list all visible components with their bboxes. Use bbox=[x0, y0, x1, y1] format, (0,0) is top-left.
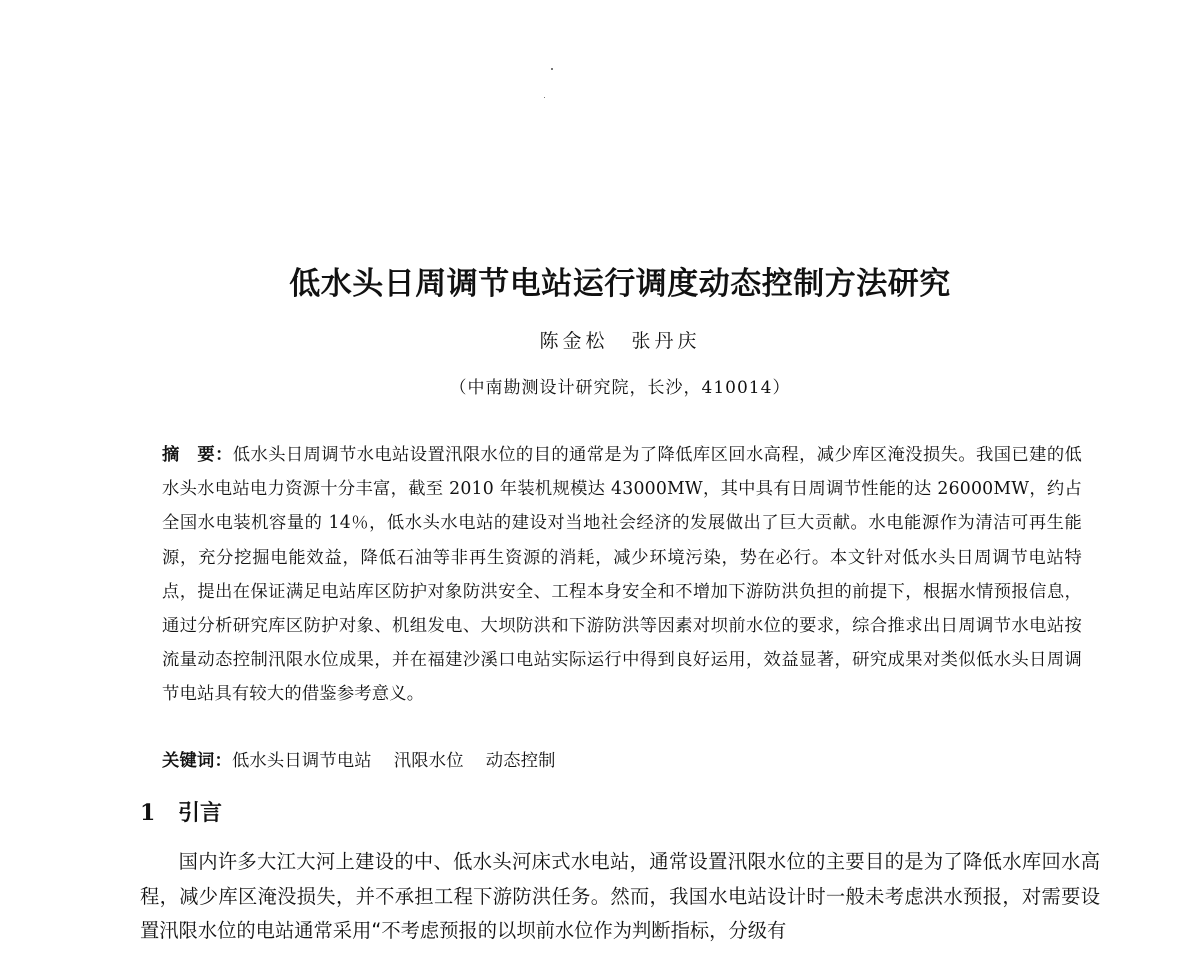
keyword-item: 低水头日调节电站 bbox=[231, 751, 372, 771]
keywords bbox=[162, 746, 1082, 776]
keyword-item: 动态控制 bbox=[485, 751, 556, 771]
section-title: 引言 bbox=[178, 800, 223, 826]
paper-affiliation: （中南勘测设计研究院，长沙，410014） bbox=[449, 378, 791, 398]
keywords-label: 关键词： bbox=[162, 751, 232, 771]
abstract bbox=[162, 438, 1082, 712]
abstract-text: 低水头日周调节水电站设置汛限水位的目的通常是为了降低库区回水高程，减少库区淹没损失。我国已建的低水头水电站电力资源十分丰富，截至 2010 年装机规模达 43000MW，其中具有日周调节性能的达 26000MW，约占全国水电装机容量的 14％，低水头水电站的建设对当地社会经济的发展做出了巨大贡献。水电能源作为清洁可再生能源，充分挖掘电能效益，降低石油等非再生资源的消耗，减少环境污染，势在必行。本文针对低水头日周调节电站特点，提出在保证满足电站库区防护对象防洪安全、工程本身安全和不增加下游防洪负担的前提下，根据水情预报信息，通过分析研究库区防护对象、机组发电、大坝防洪和下游防洪等因素对坝前水位的要求，综合推求出日周调节水电站按流量动态控制汛限水位成果，并在福建沙溪口电站实际运行中得到良好运用，效益显著，研究成果对类似低水头日周调节电站具有较大的借鉴参考意义。 bbox=[162, 445, 1082, 705]
abstract-label: 摘 要： bbox=[162, 445, 233, 465]
section-heading bbox=[140, 796, 222, 827]
section-number: 1 bbox=[140, 800, 156, 826]
keyword-item: 汛限水位 bbox=[393, 751, 464, 771]
intro-paragraph: 国内许多大江大河上建设的中、低水头河床式水电站，通常设置汛限水位的主要目的是为了降低水库回水高程，减少库区淹没损失，并不承担工程下游防洪任务。然而，我国水电站设计时一般未考虑洪水预报，对需要设置汛限水位的电站通常采用“不考虑预报的以坝前水位作为判断指标，分级有 bbox=[140, 850, 1100, 942]
paper-authors: 陈金松 张丹庆 bbox=[539, 330, 701, 352]
scan-speck bbox=[544, 97, 545, 98]
paper-title: 低水头日周调节电站运行调度动态控制方法研究 bbox=[289, 266, 951, 302]
scan-speck bbox=[551, 68, 553, 70]
